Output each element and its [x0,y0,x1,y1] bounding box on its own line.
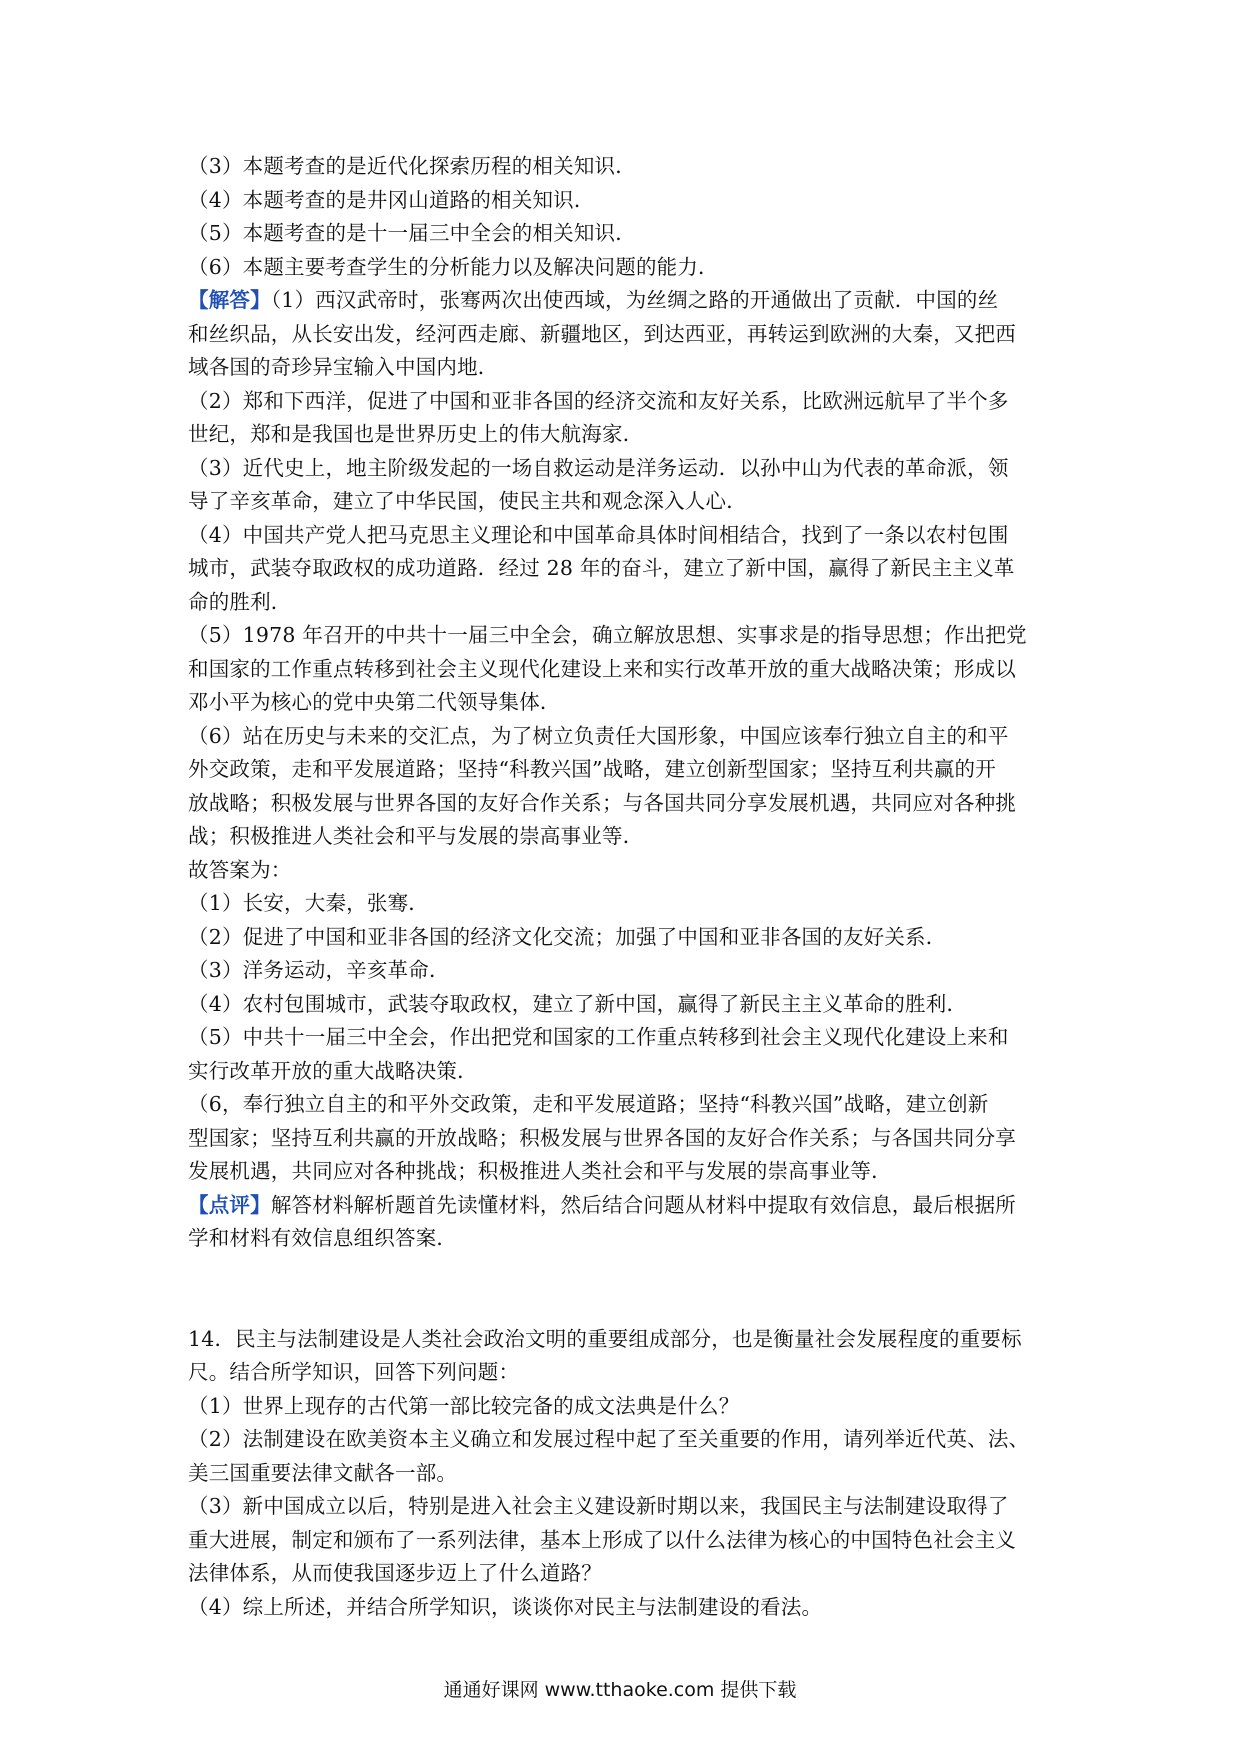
text-line: 法律体系，从而使我国逐步迈上了什么道路？ [188,1561,602,1585]
text-line: 尺。结合所学知识，回答下列问题： [188,1360,520,1384]
text-line: （6）本题主要考查学生的分析能力以及解决问题的能力． [188,254,719,279]
text-line: 世纪，郑和是我国也是世界历史上的伟大航海家． [188,422,644,446]
text-line: 放战略；积极发展与世界各国的友好合作关系；与各国共同分享发展机遇，共同应对各种挑 [188,790,1016,815]
answer-first-text: （1）西汉武帝时，张骞两次出使西域，为丝绸之路的开通做出了贡献．中国的丝 [270,288,999,312]
text-line: 城市，武装夺取政权的成功道路．经过 28 年的奋斗，建立了新中国，赢得了新民主主义革 [188,556,1015,580]
text-line: （6）站在历史与未来的交汇点，为了树立负责任大国形象，中国应该奉行独立自主的和平 [188,723,1009,748]
text-line: 和国家的工作重点转移到社会主义现代化建设上来和实行改革开放的重大战略决策；形成以 [188,656,1016,681]
text-line: 战；积极推进人类社会和平与发展的崇高事业等． [188,824,644,848]
text-line: （4）综上所述，并结合所学知识，谈谈你对民主与法制建设的看法。 [188,1594,823,1619]
text-line: 外交政策，走和平发展道路；坚持“科教兴国”战略，建立创新型国家；坚持互利共赢的开 [188,757,996,781]
text-line: （2）郑和下西洋，促进了中国和亚非各国的经济交流和友好关系，比欧洲远航早了半个多 [188,388,1009,413]
text-line: 重大进展，制定和颁布了一系列法律，基本上形成了以什么法律为核心的中国特色社会主义 [188,1527,1016,1552]
text-line: （5）本题考查的是十一届三中全会的相关知识． [188,221,636,245]
answer-tag: 【解答】 [188,288,271,312]
text-line: （1）长安，大秦，张骞． [188,891,429,915]
text-line: （3）近代史上，地主阶级发起的一场自救运动是洋务运动．以孙中山为代表的革命派，领 [188,455,1009,480]
text-line: （4）中国共产党人把马克思主义理论和中国革命具体时间相结合，找到了一条以农村包围 [188,522,1009,547]
text-line: 实行改革开放的重大战略决策． [188,1058,478,1083]
text-line: 导了辛亥革命，建立了中华民国，使民主共和观念深入人心． [188,489,747,513]
analysis-lines [188,150,1058,284]
text-line: 故答案为： [188,857,292,882]
text-line: 和丝织品，从长安出发，经河西走廊、新疆地区，到达西亚，再转运到欧洲的大秦，又把西 [188,321,1016,346]
text-line: 邓小平为核心的党中央第二代领导集体． [188,690,561,714]
text-line: （5）1978 年召开的中共十一届三中全会，确立解放思想、实事求是的指导思想；作出把党 [188,623,1027,647]
text-line: （4）农村包围城市，武装夺取政权，建立了新中国，赢得了新民主主义革命的胜利． [188,991,968,1016]
text-line: （3）洋务运动，辛亥革命． [188,958,450,982]
text-line: （3）新中国成立以后，特别是进入社会主义建设新时期以来，我国民主与法制建设取得了 [188,1494,1009,1518]
question-14 [188,1323,1058,1625]
comment-first-text: 解答材料解析题首先读懂材料，然后结合问题从材料中提取有效信息，最后根据所 [270,1192,1017,1217]
comment-first-line [188,1189,1058,1223]
text-line: （3）本题考查的是近代化探索历程的相关知识． [188,154,636,178]
text-line: 美三国重要法律文献各一部。 [188,1460,458,1485]
document-body [188,150,1058,1624]
text-line: （5）中共十一届三中全会，作出把党和国家的工作重点转移到社会主义现代化建设上来和 [188,1025,1009,1049]
answer-lines [188,318,1058,1189]
text-line: （2）法制建设在欧美资本主义确立和发展过程中起了至关重要的作用，请列举近代英、法、 [188,1427,1030,1451]
text-line: （2）促进了中国和亚非各国的经济文化交流；加强了中国和亚非各国的友好关系． [188,924,947,949]
text-line: 域各国的奇珍异宝输入中国内地． [188,355,499,379]
text-line: （1）世界上现存的古代第一部比较完备的成文法典是什么？ [188,1393,740,1418]
text-line: （6，奉行独立自主的和平外交政策，走和平发展道路；坚持“科教兴国”战略，建立创新 [188,1092,989,1116]
comment-tag: 【点评】 [188,1192,271,1217]
answer-first-line [188,284,1058,318]
text-line: 型国家；坚持互利共赢的开放战略；积极发展与世界各国的友好合作关系；与各国共同分享 [188,1125,1016,1150]
text-line: 命的胜利． [188,589,292,614]
comment-second-line: 学和材料有效信息组织答案． [188,1226,458,1250]
text-line: （4）本题考查的是井冈山道路的相关知识． [188,187,595,212]
section-gap [188,1256,1058,1323]
text-line: 发展机遇，共同应对各种挑战；积极推进人类社会和平与发展的崇高事业等． [188,1159,892,1183]
page-footer: 通通好课网 www.tthaoke.com 提供下载 [443,1679,797,1701]
text-line: 14．民主与法制建设是人类社会政治文明的重要组成部分，也是衡量社会发展程度的重要标 [188,1326,1022,1351]
